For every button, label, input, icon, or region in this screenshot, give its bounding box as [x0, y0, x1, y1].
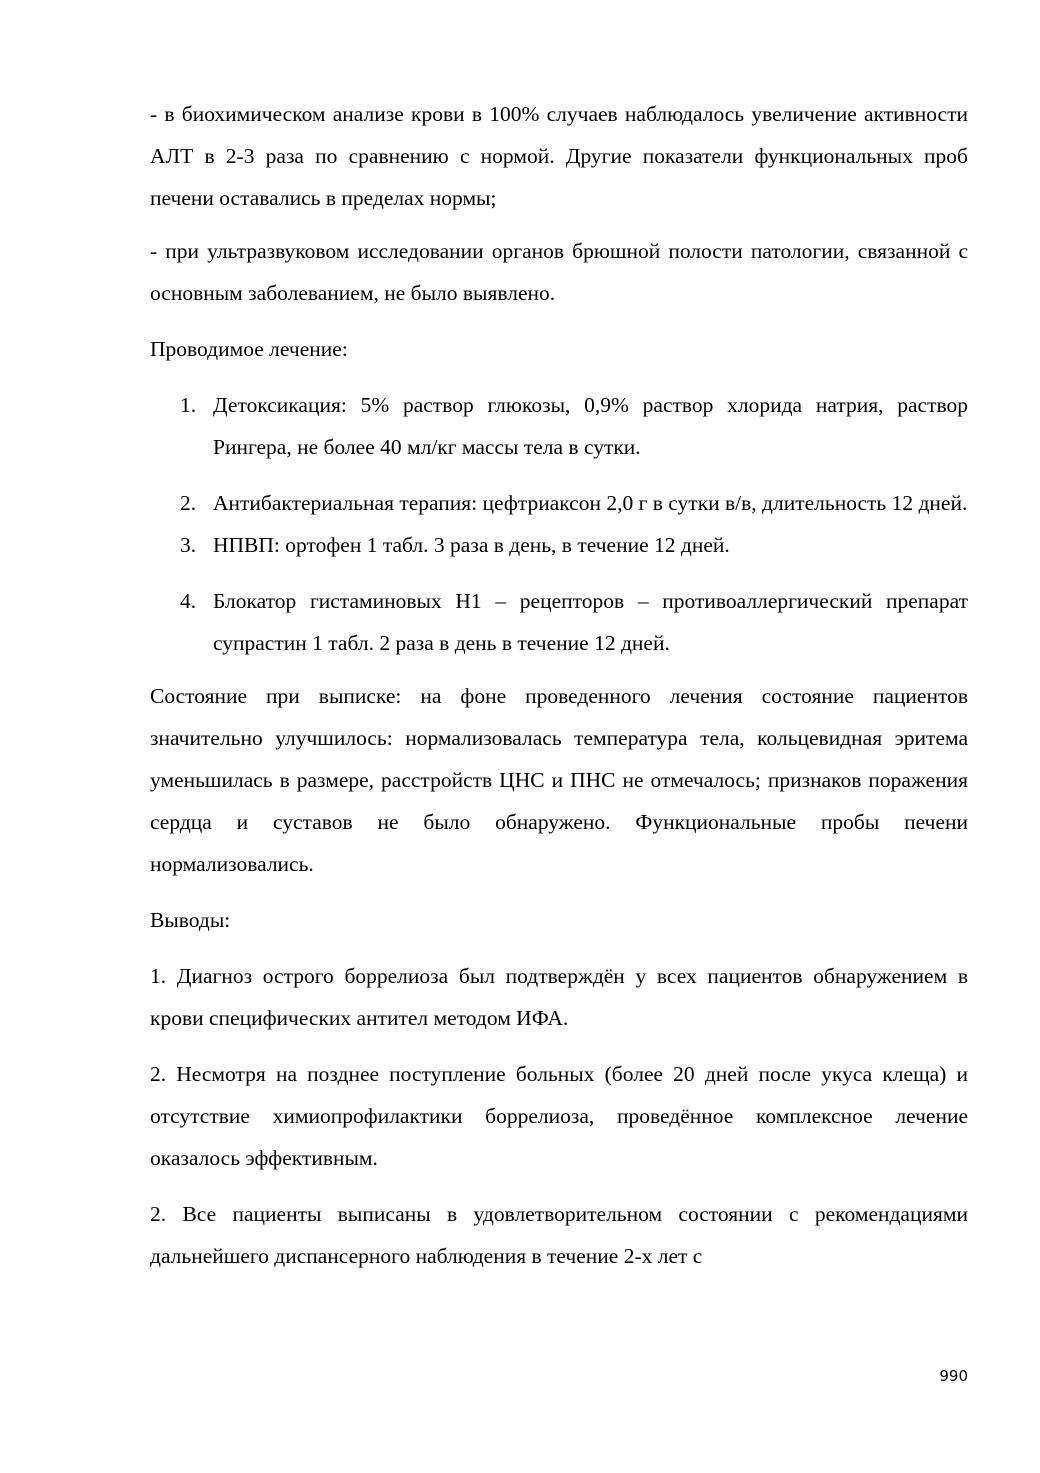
list-item-number: 2.	[180, 491, 197, 515]
list-item-text: НПВП: ортофен 1 табл. 3 раза в день, в течение 12 дней.	[213, 533, 730, 557]
paragraph-biochemistry: - в биохимическом анализе крови в 100% случаев наблюдалось увеличение активности АЛТ в 2-3 раза по сравнению с нормой. Другие показатели функциональных проб печени оставались в пределах нормы;	[150, 102, 968, 210]
conclusion-3: 2. Все пациенты выписаны в удовлетворительном состоянии с рекомендациями дальнейшего диспансерного наблюдения в течение 2-х лет с	[150, 1202, 968, 1268]
list-item-number: 4.	[180, 589, 197, 613]
list-item	[150, 580, 968, 664]
list-item-text: Антибактериальная терапия: цефтриаксон 2,0 г в сутки в/в, длительность 12 дней.	[213, 491, 968, 515]
page-number: 990	[939, 1367, 968, 1385]
document-page	[150, 93, 968, 1277]
treatment-heading: Проводимое лечение:	[150, 337, 348, 361]
list-item-number: 1.	[180, 393, 197, 417]
paragraph-discharge-state: Состояние при выписке: на фоне проведенного лечения состояние пациентов значительно улучшилось: нормализовалась температура тела, кольцевидная эритема уменьшилась в размере, расстройств ЦНС и ПНС не отмечалось; признаков поражения сердца и суставов не было обнаружено. Функциональные пробы печени нормализовались.	[150, 684, 968, 876]
list-item-text: Блокатор гистаминовых Н1 – рецепторов – противоаллергический препарат супрастин 1 табл. 2 раза в день в течение 12 дней.	[213, 589, 968, 655]
list-item	[150, 524, 968, 566]
conclusions-heading: Выводы:	[150, 908, 231, 932]
list-item-text: Детоксикация: 5% раствор глюкозы, 0,9% раствор хлорида натрия, раствор Рингера, не более 40 мл/кг массы тела в сутки.	[213, 393, 968, 459]
conclusion-2: 2. Несмотря на позднее поступление больных (более 20 дней после укуса клеща) и отсутствие химиопрофилактики боррелиоза, проведённое комплексное лечение оказалось эффективным.	[150, 1062, 968, 1170]
list-item-number: 3.	[180, 533, 197, 557]
list-item	[150, 482, 968, 524]
conclusion-1: 1. Диагноз острого боррелиоза был подтверждён у всех пациентов обнаружением в крови специфических антител методом ИФА.	[150, 964, 968, 1030]
paragraph-ultrasound: - при ультразвуковом исследовании органов брюшной полости патологии, связанной с основным заболеванием, не было выявлено.	[150, 239, 968, 305]
treatment-list	[150, 384, 968, 664]
list-item	[150, 384, 968, 468]
